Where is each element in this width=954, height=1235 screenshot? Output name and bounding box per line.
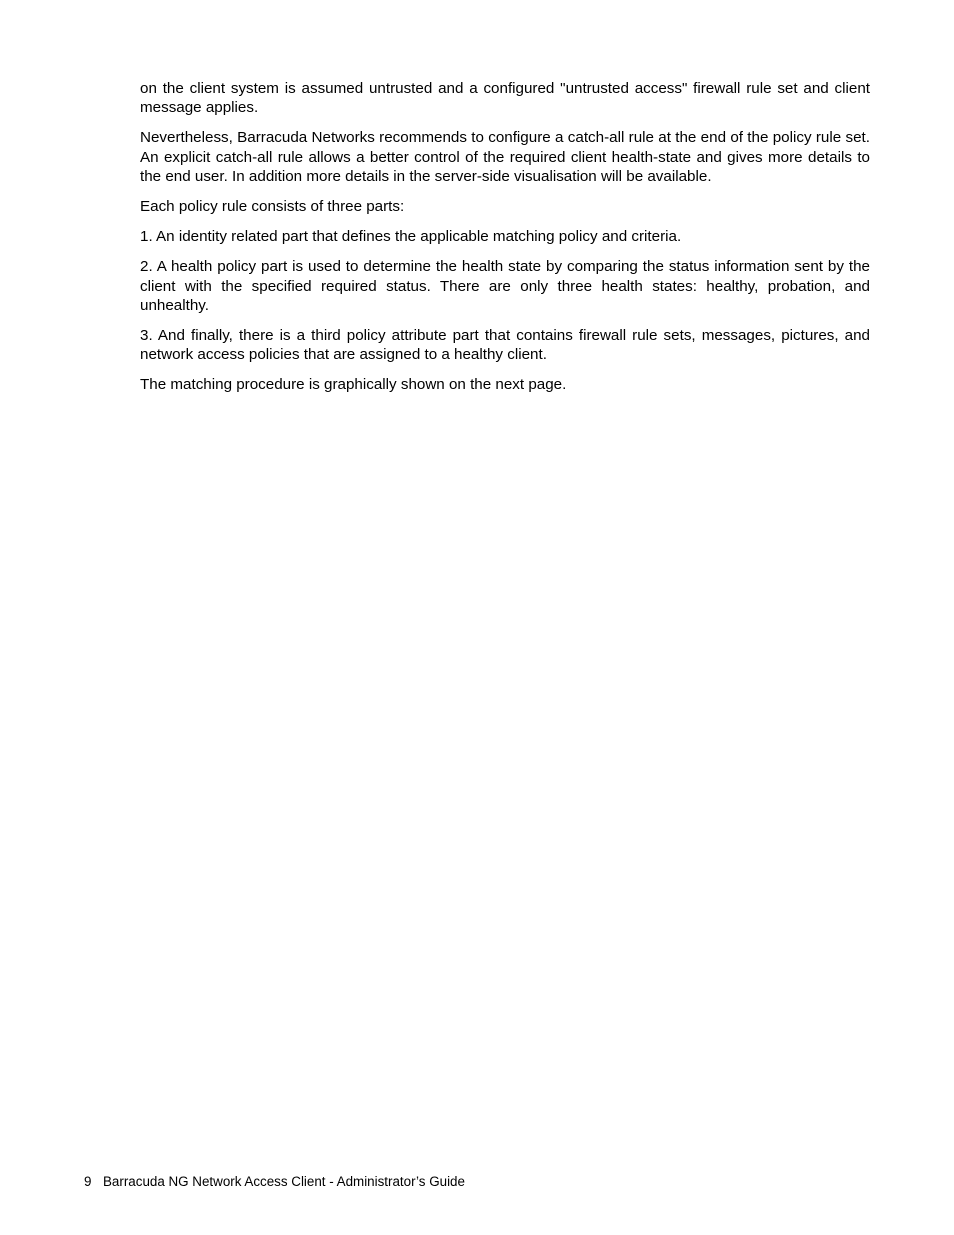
- paragraph-policy-attribute-part: 3. And finally, there is a third policy attribute part that contains firewall rule sets, messages, pictures, and network access policies that are assigned to a healthy client.: [140, 327, 870, 364]
- paragraph-untrusted-access: on the client system is assumed untrusted and a configured "untrusted access" firewall rule set and client message applies.: [140, 80, 870, 117]
- footer-title: Barracuda NG Network Access Client - Administrator’s Guide: [103, 1174, 465, 1189]
- paragraph-matching-procedure: The matching procedure is graphically shown on the next page.: [140, 376, 567, 394]
- page-number: 9: [84, 1174, 92, 1189]
- paragraph-health-policy-part: 2. A health policy part is used to determine the health state by comparing the status information sent by the client with the specified required status. There are only three health states: healthy, probation, and unhealthy.: [140, 258, 870, 315]
- paragraph-identity-part: 1. An identity related part that defines the applicable matching policy and criteria.: [140, 228, 682, 246]
- paragraph-policy-rule-parts: Each policy rule consists of three parts:: [140, 198, 405, 216]
- paragraph-catch-all-rule: Nevertheless, Barracuda Networks recommends to configure a catch-all rule at the end of the policy rule set. An explicit catch-all rule allows a better control of the required client health-state and gives more details to the end user. In addition more details in the server-side visualisation will be available.: [140, 129, 870, 186]
- page-footer: [84, 1173, 465, 1190]
- body-text: [140, 79, 870, 405]
